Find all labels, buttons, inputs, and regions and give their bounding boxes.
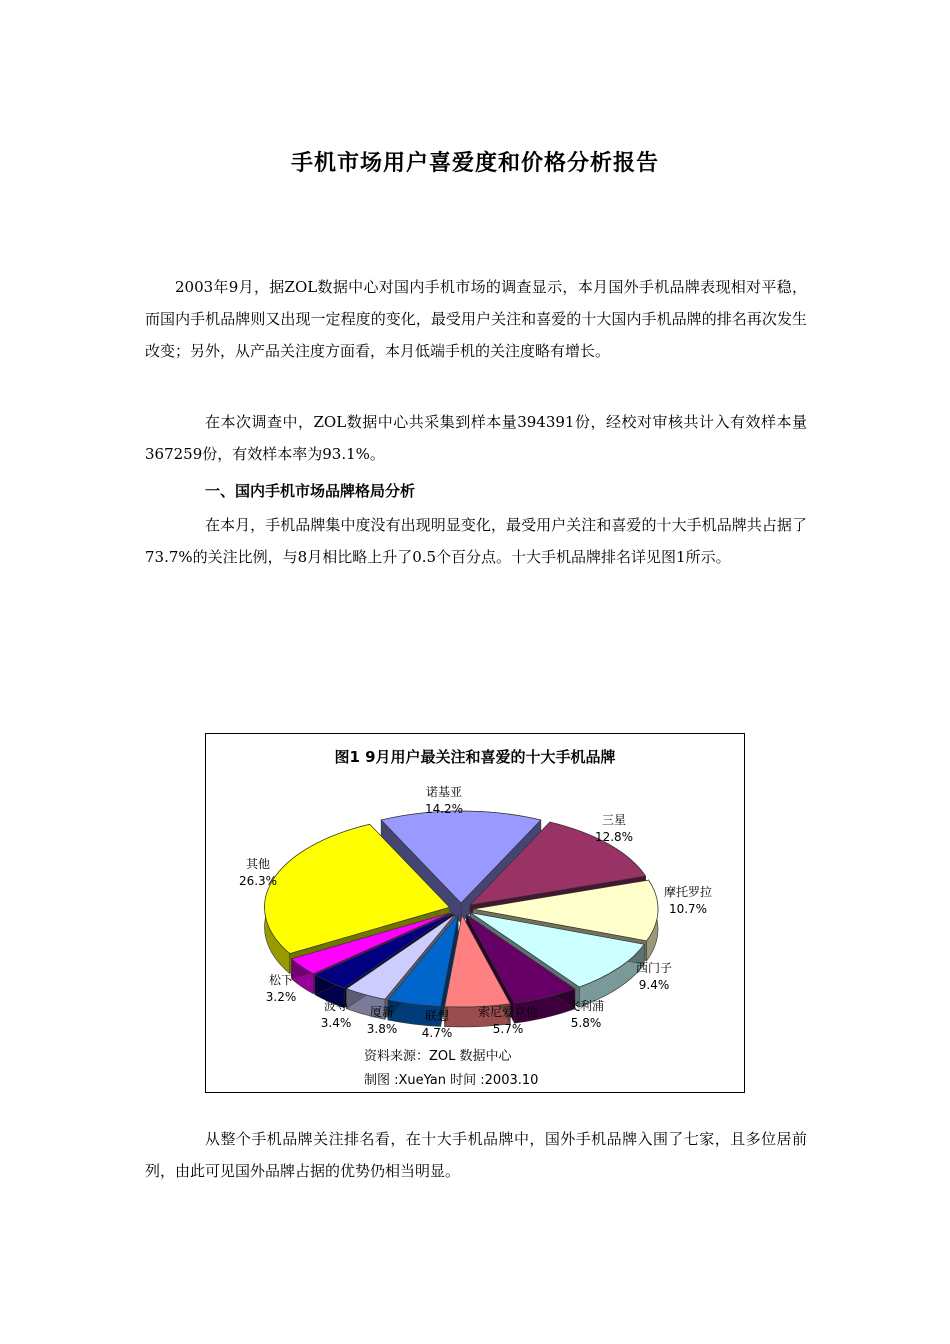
pie-label-value-联想: 4.7% (421, 1026, 453, 1040)
pie-label-name-松下: 松下 (268, 973, 294, 987)
sample-paragraph: 在本次调查中，ZOL数据中心共采集到样本量394391份，经校对审核共计入有效样本量367259份，有效样本率为93.1%。 (145, 413, 807, 463)
pie-chart-svg (206, 734, 744, 1092)
pie-label-name-飞利浦: 飞利浦 (567, 999, 605, 1013)
pie-label-name-西门子: 西门子 (635, 961, 673, 975)
section-heading-1: 一、国内手机市场品牌格局分析 (205, 482, 416, 500)
conclusion-paragraph: 从整个手机品牌关注排名看，在十大手机品牌中，国外手机品牌入围了七家，且多位居前列，由此可见国外品牌占据的优势仍相当明显。 (145, 1130, 807, 1180)
pie-label-value-松下: 3.2% (265, 990, 297, 1004)
document-title: 手机市场用户喜爱度和价格分析报告 (290, 151, 659, 176)
chart-source: 资料来源：ZOL 数据中心 (364, 1049, 512, 1064)
intro-paragraph: 2003年9月，据ZOL数据中心对国内手机市场的调查显示，本月国外手机品牌表现相对平稳，而国内手机品牌则又出现一定程度的变化，最受用户关注和喜爱的十大国内手机品牌的排名再次发生改变；另外，从产品关注度方面看，本月低端手机的关注度略有增长。 (145, 278, 807, 360)
pie-label-name-其他: 其他 (245, 857, 271, 871)
pie-label-value-诺基亚: 14.2% (424, 802, 464, 816)
pie-label-value-波导: 3.4% (320, 1016, 352, 1030)
pie-label-value-西门子: 9.4% (638, 978, 670, 992)
pie-label-name-索尼爱立信: 索尼爱立信 (477, 1005, 539, 1019)
pie-label-name-三星: 三星 (601, 813, 627, 827)
pie-label-name-摩托罗拉: 摩托罗拉 (663, 885, 713, 899)
pie-label-name-波导: 波导 (323, 999, 349, 1013)
brand-pie-chart (205, 733, 745, 1093)
chart-title: 图1 9月用户最关注和喜爱的十大手机品牌 (334, 748, 616, 766)
pie-label-name-联想: 联想 (424, 1009, 450, 1023)
pie-label-name-厦新: 厦新 (369, 1005, 395, 1019)
pie-label-value-摩托罗拉: 10.7% (668, 902, 708, 916)
pie-label-value-飞利浦: 5.8% (570, 1016, 602, 1030)
pie-label-value-索尼爱立信: 5.7% (492, 1022, 524, 1036)
chart-credit: 制图 :XueYan 时间 :2003.10 (364, 1073, 539, 1088)
pie-label-value-其他: 26.3% (238, 874, 278, 888)
pie-label-name-诺基亚: 诺基亚 (425, 785, 463, 799)
pie-label-value-三星: 12.8% (594, 830, 634, 844)
brand-concentration-paragraph: 在本月，手机品牌集中度没有出现明显变化，最受用户关注和喜爱的十大手机品牌共占据了73.7%的关注比例，与8月相比略上升了0.5个百分点。十大手机品牌排名详见图1所示。 (145, 516, 807, 566)
pie-label-value-厦新: 3.8% (366, 1022, 398, 1036)
